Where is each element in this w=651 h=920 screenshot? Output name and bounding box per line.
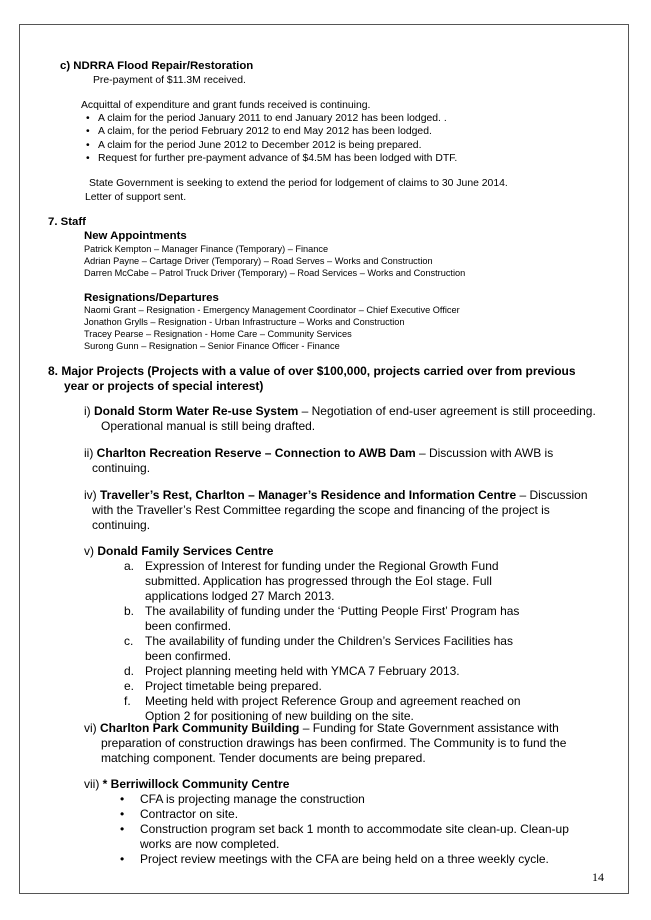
project-text: preparation of construction drawings has been confirmed. The Community is to fund the xyxy=(101,736,567,750)
item-number: vi) xyxy=(84,721,97,735)
list-item-line: Project planning meeting held with YMCA 7 February 2013. xyxy=(145,664,460,678)
section-c-line: State Government is seeking to extend the period for lodgement of claims to 30 June 2014. xyxy=(89,178,508,189)
item-number: ii) xyxy=(84,446,94,460)
list-item-line: submitted. Application has progressed through the EoI stage. Full xyxy=(145,574,492,588)
list-item: Jonathon Grylls – Resignation - Urban Infrastructure – Works and Construction xyxy=(84,317,405,327)
list-item-line: Expression of Interest for funding under the Regional Growth Fund xyxy=(145,559,499,573)
list-letter: c. xyxy=(124,634,134,648)
list-item-line: applications lodged 27 March 2013. xyxy=(145,589,335,603)
section-c-heading: c) NDRRA Flood Repair/Restoration xyxy=(60,60,254,72)
page-number: 14 xyxy=(592,870,604,884)
project-text: matching component. Tender documents are being prepared. xyxy=(101,751,426,765)
project-text: continuing. xyxy=(92,461,151,475)
project-title: Charlton Recreation Reserve – Connection to AWB Dam xyxy=(96,446,416,460)
project-vii xyxy=(84,777,289,792)
project-title: Charlton Park Community Building xyxy=(100,721,300,735)
list-item-line: The availability of funding under the Children’s Services Facilities has xyxy=(145,634,513,648)
projects-heading: year or projects of special interest) xyxy=(64,379,264,393)
list-item: Surong Gunn – Resignation – Senior Finance Officer - Finance xyxy=(84,341,340,351)
project-vi xyxy=(84,721,559,736)
list-item-line: Option 2 for positioning of new building on the site. xyxy=(145,709,414,723)
list-item-line: Construction program set back 1 month to accommodate site clean-up. Clean-up xyxy=(140,822,569,836)
item-number: v) xyxy=(84,544,94,558)
list-item-line: Meeting held with project Reference Group and agreement reached on xyxy=(145,694,521,708)
item-number: iv) xyxy=(84,488,97,502)
project-text: with the Traveller’s Rest Committee regarding the scope and financing of the project is xyxy=(92,503,550,517)
project-i xyxy=(84,404,596,419)
list-letter: d. xyxy=(124,664,135,678)
list-item: Naomi Grant – Resignation - Emergency Management Coordinator – Chief Executive Officer xyxy=(84,305,460,315)
section-c-line: Acquittal of expenditure and grant funds received is continuing. xyxy=(81,100,371,111)
project-text: – Discussion xyxy=(516,488,588,502)
staff-heading: 7. Staff xyxy=(48,216,86,228)
list-item: • A claim for the period January 2011 to end January 2012 has been lodged. . xyxy=(98,112,447,125)
new-appointments-heading: New Appointments xyxy=(84,230,187,242)
list-item: • Request for further pre-payment advance of $4.5M has been lodged with DTF. xyxy=(98,152,457,165)
list-letter: f. xyxy=(124,694,131,708)
item-number: i) xyxy=(84,404,91,418)
bullet-icon: • xyxy=(120,822,125,836)
section-c-line: Letter of support sent. xyxy=(85,192,187,203)
bullet-icon: • xyxy=(120,792,125,806)
list-item-line: Project review meetings with the CFA are being held on a three weekly cycle. xyxy=(140,852,549,866)
resignations-heading: Resignations/Departures xyxy=(84,292,219,304)
project-text: – Funding for State Government assistance with xyxy=(299,721,559,735)
list-item: Tracey Pearse – Resignation - Home Care – Community Services xyxy=(84,329,352,339)
list-item-line: works are now completed. xyxy=(140,837,280,851)
list-item: Adrian Payne – Cartage Driver (Temporary) – Road Serves – Works and Construction xyxy=(84,256,433,266)
project-text: Operational manual is still being drafted. xyxy=(101,419,316,433)
list-item-line: been confirmed. xyxy=(145,619,232,633)
list-item-line: Project timetable being prepared. xyxy=(145,679,322,693)
projects-heading: 8. Major Projects (Projects with a value of over $100,000, projects carried over from previous xyxy=(48,364,576,378)
list-letter: a. xyxy=(124,559,135,573)
project-text: – Discussion with AWB is xyxy=(415,446,554,460)
list-item-line: The availability of funding under the ‘Putting People First’ Program has xyxy=(145,604,520,618)
project-iv xyxy=(84,488,588,503)
bullet-icon: • xyxy=(120,807,125,821)
list-item: • A claim for the period June 2012 to December 2012 is being prepared. xyxy=(98,139,421,152)
project-title: Donald Storm Water Re-use System xyxy=(94,404,299,418)
project-ii xyxy=(84,446,553,461)
bullet-icon: • xyxy=(120,852,125,866)
list-item-line: CFA is projecting manage the construction xyxy=(140,792,365,806)
project-text: – Negotiation of end-user agreement is still proceeding. xyxy=(298,404,596,418)
project-title: Donald Family Services Centre xyxy=(97,544,274,558)
project-v xyxy=(84,544,273,559)
list-item-line: been confirmed. xyxy=(145,649,232,663)
list-item: Darren McCabe – Patrol Truck Driver (Temporary) – Road Services – Works and Construction xyxy=(84,268,466,278)
project-title: Traveller’s Rest, Charlton – Manager’s Residence and Information Centre xyxy=(100,488,517,502)
item-number: vii) xyxy=(84,777,100,791)
list-letter: e. xyxy=(124,679,135,693)
section-c-line: Pre-payment of $11.3M received. xyxy=(93,75,246,86)
list-item: Patrick Kempton – Manager Finance (Temporary) – Finance xyxy=(84,244,329,254)
list-letter: b. xyxy=(124,604,135,618)
project-title: * Berriwillock Community Centre xyxy=(102,777,290,791)
list-item-line: Contractor on site. xyxy=(140,807,239,821)
list-item: • A claim, for the period February 2012 to end May 2012 has been lodged. xyxy=(98,125,432,138)
project-text: continuing. xyxy=(92,518,151,532)
